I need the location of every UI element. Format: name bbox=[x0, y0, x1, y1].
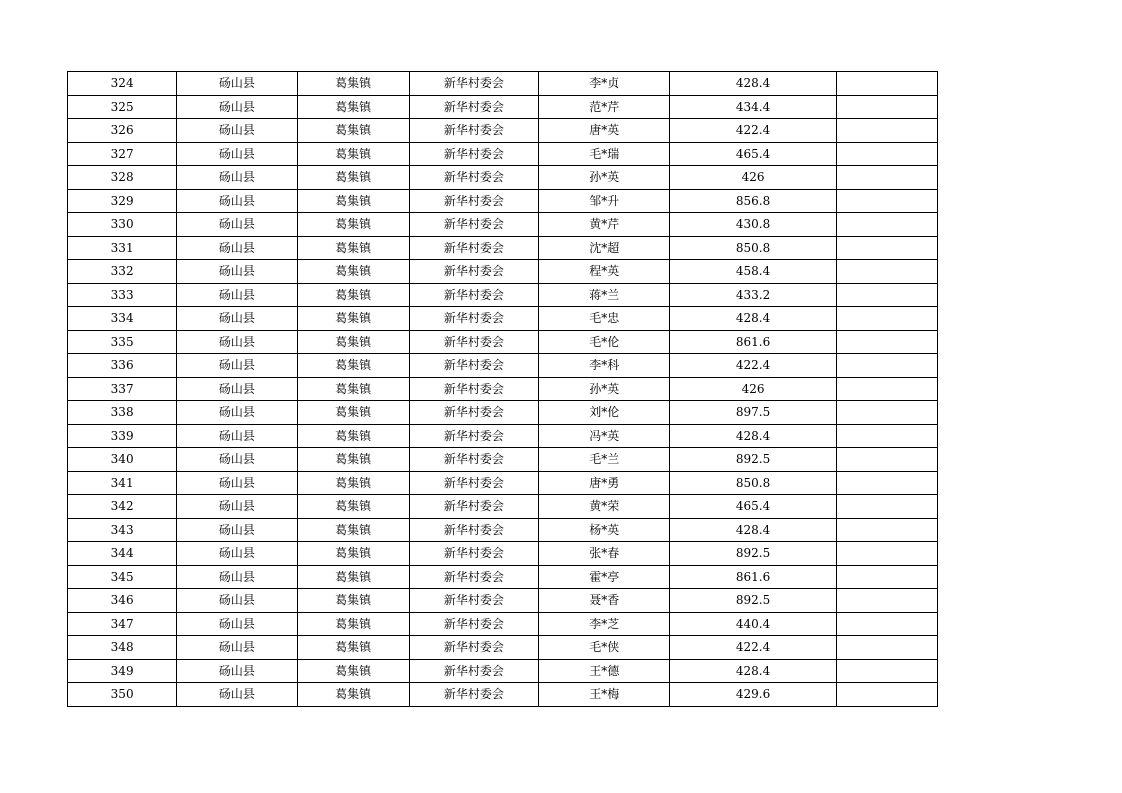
cell-amount: 428.4 bbox=[670, 659, 836, 683]
cell-person-name: 黄*芹 bbox=[539, 213, 670, 237]
cell-town: 葛集镇 bbox=[297, 495, 409, 519]
cell-village-committee: 新华村委会 bbox=[409, 377, 538, 401]
table-row bbox=[68, 542, 938, 566]
cell-town: 葛集镇 bbox=[297, 213, 409, 237]
cell-person-name: 聂*香 bbox=[539, 589, 670, 613]
cell-amount: 422.4 bbox=[670, 636, 836, 660]
cell-village-committee: 新华村委会 bbox=[409, 401, 538, 425]
cell-serial-number: 331 bbox=[68, 236, 177, 260]
table-row bbox=[68, 448, 938, 472]
table-row bbox=[68, 119, 938, 143]
cell-county: 砀山县 bbox=[177, 330, 297, 354]
cell-amount: 856.8 bbox=[670, 189, 836, 213]
cell-county: 砀山县 bbox=[177, 213, 297, 237]
cell-amount: 422.4 bbox=[670, 354, 836, 378]
cell-county: 砀山县 bbox=[177, 377, 297, 401]
cell-town: 葛集镇 bbox=[297, 283, 409, 307]
cell-person-name: 黄*荣 bbox=[539, 495, 670, 519]
cell-town: 葛集镇 bbox=[297, 354, 409, 378]
cell-village-committee: 新华村委会 bbox=[409, 589, 538, 613]
table-row bbox=[68, 471, 938, 495]
cell-county: 砀山县 bbox=[177, 119, 297, 143]
cell-amount: 426 bbox=[670, 166, 836, 190]
table-row bbox=[68, 636, 938, 660]
cell-amount: 433.2 bbox=[670, 283, 836, 307]
cell-person-name: 毛*兰 bbox=[539, 448, 670, 472]
cell-person-name: 毛*侠 bbox=[539, 636, 670, 660]
cell-town: 葛集镇 bbox=[297, 636, 409, 660]
cell-village-committee: 新华村委会 bbox=[409, 307, 538, 331]
cell-person-name: 王*德 bbox=[539, 659, 670, 683]
cell-person-name: 冯*英 bbox=[539, 424, 670, 448]
table-row bbox=[68, 166, 938, 190]
cell-serial-number: 338 bbox=[68, 401, 177, 425]
cell-person-name: 张*春 bbox=[539, 542, 670, 566]
cell-note bbox=[836, 448, 937, 472]
cell-village-committee: 新华村委会 bbox=[409, 213, 538, 237]
cell-village-committee: 新华村委会 bbox=[409, 612, 538, 636]
cell-village-committee: 新华村委会 bbox=[409, 95, 538, 119]
cell-town: 葛集镇 bbox=[297, 471, 409, 495]
cell-serial-number: 350 bbox=[68, 683, 177, 707]
cell-serial-number: 340 bbox=[68, 448, 177, 472]
table-row bbox=[68, 683, 938, 707]
cell-village-committee: 新华村委会 bbox=[409, 260, 538, 284]
cell-person-name: 孙*英 bbox=[539, 166, 670, 190]
cell-village-committee: 新华村委会 bbox=[409, 236, 538, 260]
cell-serial-number: 342 bbox=[68, 495, 177, 519]
cell-serial-number: 334 bbox=[68, 307, 177, 331]
table-row bbox=[68, 565, 938, 589]
cell-county: 砀山县 bbox=[177, 542, 297, 566]
cell-note bbox=[836, 166, 937, 190]
cell-amount: 428.4 bbox=[670, 72, 836, 96]
cell-amount: 465.4 bbox=[670, 142, 836, 166]
cell-amount: 897.5 bbox=[670, 401, 836, 425]
cell-town: 葛集镇 bbox=[297, 448, 409, 472]
cell-town: 葛集镇 bbox=[297, 330, 409, 354]
cell-town: 葛集镇 bbox=[297, 542, 409, 566]
cell-note bbox=[836, 260, 937, 284]
cell-note bbox=[836, 142, 937, 166]
cell-county: 砀山县 bbox=[177, 589, 297, 613]
cell-person-name: 程*英 bbox=[539, 260, 670, 284]
cell-serial-number: 327 bbox=[68, 142, 177, 166]
table-row bbox=[68, 659, 938, 683]
cell-note bbox=[836, 307, 937, 331]
cell-serial-number: 341 bbox=[68, 471, 177, 495]
table-row bbox=[68, 424, 938, 448]
cell-village-committee: 新华村委会 bbox=[409, 424, 538, 448]
table-row bbox=[68, 354, 938, 378]
cell-person-name: 李*科 bbox=[539, 354, 670, 378]
cell-amount: 850.8 bbox=[670, 471, 836, 495]
cell-note bbox=[836, 636, 937, 660]
cell-amount: 465.4 bbox=[670, 495, 836, 519]
cell-village-committee: 新华村委会 bbox=[409, 448, 538, 472]
cell-town: 葛集镇 bbox=[297, 518, 409, 542]
cell-county: 砀山县 bbox=[177, 424, 297, 448]
cell-amount: 892.5 bbox=[670, 542, 836, 566]
cell-serial-number: 344 bbox=[68, 542, 177, 566]
cell-serial-number: 349 bbox=[68, 659, 177, 683]
cell-town: 葛集镇 bbox=[297, 119, 409, 143]
cell-town: 葛集镇 bbox=[297, 612, 409, 636]
cell-person-name: 蒋*兰 bbox=[539, 283, 670, 307]
table-row bbox=[68, 612, 938, 636]
cell-county: 砀山县 bbox=[177, 95, 297, 119]
table-row bbox=[68, 189, 938, 213]
cell-town: 葛集镇 bbox=[297, 72, 409, 96]
cell-amount: 434.4 bbox=[670, 95, 836, 119]
cell-village-committee: 新华村委会 bbox=[409, 471, 538, 495]
cell-town: 葛集镇 bbox=[297, 659, 409, 683]
cell-village-committee: 新华村委会 bbox=[409, 518, 538, 542]
cell-village-committee: 新华村委会 bbox=[409, 659, 538, 683]
cell-note bbox=[836, 354, 937, 378]
cell-serial-number: 324 bbox=[68, 72, 177, 96]
cell-amount: 428.4 bbox=[670, 424, 836, 448]
cell-county: 砀山县 bbox=[177, 495, 297, 519]
cell-amount: 892.5 bbox=[670, 448, 836, 472]
cell-village-committee: 新华村委会 bbox=[409, 542, 538, 566]
cell-amount: 892.5 bbox=[670, 589, 836, 613]
cell-serial-number: 347 bbox=[68, 612, 177, 636]
cell-village-committee: 新华村委会 bbox=[409, 119, 538, 143]
cell-note bbox=[836, 401, 937, 425]
table-body bbox=[68, 72, 938, 707]
cell-amount: 458.4 bbox=[670, 260, 836, 284]
cell-town: 葛集镇 bbox=[297, 307, 409, 331]
cell-note bbox=[836, 683, 937, 707]
cell-note bbox=[836, 119, 937, 143]
cell-person-name: 霍*亭 bbox=[539, 565, 670, 589]
cell-serial-number: 346 bbox=[68, 589, 177, 613]
cell-village-committee: 新华村委会 bbox=[409, 636, 538, 660]
table-row bbox=[68, 283, 938, 307]
table-row bbox=[68, 72, 938, 96]
cell-serial-number: 337 bbox=[68, 377, 177, 401]
cell-county: 砀山县 bbox=[177, 518, 297, 542]
cell-serial-number: 330 bbox=[68, 213, 177, 237]
cell-town: 葛集镇 bbox=[297, 377, 409, 401]
cell-amount: 422.4 bbox=[670, 119, 836, 143]
cell-person-name: 毛*伦 bbox=[539, 330, 670, 354]
cell-village-committee: 新华村委会 bbox=[409, 142, 538, 166]
table-row bbox=[68, 307, 938, 331]
cell-note bbox=[836, 377, 937, 401]
cell-amount: 850.8 bbox=[670, 236, 836, 260]
cell-person-name: 刘*伦 bbox=[539, 401, 670, 425]
cell-note bbox=[836, 189, 937, 213]
cell-village-committee: 新华村委会 bbox=[409, 495, 538, 519]
cell-person-name: 沈*超 bbox=[539, 236, 670, 260]
cell-town: 葛集镇 bbox=[297, 565, 409, 589]
cell-serial-number: 336 bbox=[68, 354, 177, 378]
table-row bbox=[68, 401, 938, 425]
cell-town: 葛集镇 bbox=[297, 189, 409, 213]
cell-person-name: 杨*英 bbox=[539, 518, 670, 542]
cell-note bbox=[836, 95, 937, 119]
cell-note bbox=[836, 589, 937, 613]
cell-town: 葛集镇 bbox=[297, 401, 409, 425]
cell-amount: 428.4 bbox=[670, 307, 836, 331]
cell-village-committee: 新华村委会 bbox=[409, 189, 538, 213]
cell-serial-number: 345 bbox=[68, 565, 177, 589]
cell-village-committee: 新华村委会 bbox=[409, 330, 538, 354]
cell-county: 砀山县 bbox=[177, 283, 297, 307]
cell-county: 砀山县 bbox=[177, 565, 297, 589]
cell-county: 砀山县 bbox=[177, 236, 297, 260]
cell-county: 砀山县 bbox=[177, 142, 297, 166]
cell-village-committee: 新华村委会 bbox=[409, 283, 538, 307]
cell-serial-number: 339 bbox=[68, 424, 177, 448]
cell-person-name: 唐*英 bbox=[539, 119, 670, 143]
cell-serial-number: 332 bbox=[68, 260, 177, 284]
cell-county: 砀山县 bbox=[177, 683, 297, 707]
cell-village-committee: 新华村委会 bbox=[409, 166, 538, 190]
cell-county: 砀山县 bbox=[177, 612, 297, 636]
cell-county: 砀山县 bbox=[177, 307, 297, 331]
cell-person-name: 唐*勇 bbox=[539, 471, 670, 495]
cell-town: 葛集镇 bbox=[297, 236, 409, 260]
cell-person-name: 李*芝 bbox=[539, 612, 670, 636]
cell-amount: 430.8 bbox=[670, 213, 836, 237]
cell-amount: 440.4 bbox=[670, 612, 836, 636]
table-row bbox=[68, 495, 938, 519]
table-row bbox=[68, 330, 938, 354]
cell-person-name: 范*芹 bbox=[539, 95, 670, 119]
cell-amount: 426 bbox=[670, 377, 836, 401]
cell-person-name: 毛*忠 bbox=[539, 307, 670, 331]
cell-serial-number: 343 bbox=[68, 518, 177, 542]
cell-county: 砀山县 bbox=[177, 448, 297, 472]
cell-town: 葛集镇 bbox=[297, 166, 409, 190]
cell-serial-number: 335 bbox=[68, 330, 177, 354]
cell-note bbox=[836, 565, 937, 589]
cell-note bbox=[836, 213, 937, 237]
cell-county: 砀山县 bbox=[177, 471, 297, 495]
cell-village-committee: 新华村委会 bbox=[409, 683, 538, 707]
cell-serial-number: 326 bbox=[68, 119, 177, 143]
cell-note bbox=[836, 330, 937, 354]
cell-person-name: 李*贞 bbox=[539, 72, 670, 96]
cell-note bbox=[836, 612, 937, 636]
cell-village-committee: 新华村委会 bbox=[409, 354, 538, 378]
table-row bbox=[68, 377, 938, 401]
cell-county: 砀山县 bbox=[177, 166, 297, 190]
cell-note bbox=[836, 659, 937, 683]
cell-county: 砀山县 bbox=[177, 659, 297, 683]
table-row bbox=[68, 260, 938, 284]
cell-town: 葛集镇 bbox=[297, 683, 409, 707]
cell-serial-number: 329 bbox=[68, 189, 177, 213]
cell-county: 砀山县 bbox=[177, 636, 297, 660]
cell-county: 砀山县 bbox=[177, 354, 297, 378]
cell-county: 砀山县 bbox=[177, 72, 297, 96]
table-row bbox=[68, 589, 938, 613]
subsidy-table bbox=[67, 71, 938, 707]
cell-note bbox=[836, 424, 937, 448]
cell-note bbox=[836, 518, 937, 542]
table-row bbox=[68, 518, 938, 542]
cell-town: 葛集镇 bbox=[297, 95, 409, 119]
cell-person-name: 王*梅 bbox=[539, 683, 670, 707]
cell-note bbox=[836, 471, 937, 495]
cell-person-name: 孙*英 bbox=[539, 377, 670, 401]
cell-note bbox=[836, 495, 937, 519]
cell-amount: 861.6 bbox=[670, 330, 836, 354]
cell-village-committee: 新华村委会 bbox=[409, 72, 538, 96]
cell-note bbox=[836, 236, 937, 260]
cell-amount: 428.4 bbox=[670, 518, 836, 542]
cell-county: 砀山县 bbox=[177, 401, 297, 425]
cell-town: 葛集镇 bbox=[297, 142, 409, 166]
table-row bbox=[68, 213, 938, 237]
cell-amount: 861.6 bbox=[670, 565, 836, 589]
table-row bbox=[68, 142, 938, 166]
cell-serial-number: 333 bbox=[68, 283, 177, 307]
cell-note bbox=[836, 542, 937, 566]
cell-serial-number: 325 bbox=[68, 95, 177, 119]
cell-amount: 429.6 bbox=[670, 683, 836, 707]
cell-person-name: 毛*瑞 bbox=[539, 142, 670, 166]
cell-town: 葛集镇 bbox=[297, 589, 409, 613]
cell-note bbox=[836, 283, 937, 307]
cell-person-name: 邹*升 bbox=[539, 189, 670, 213]
table-row bbox=[68, 236, 938, 260]
cell-county: 砀山县 bbox=[177, 260, 297, 284]
cell-village-committee: 新华村委会 bbox=[409, 565, 538, 589]
cell-town: 葛集镇 bbox=[297, 260, 409, 284]
cell-serial-number: 348 bbox=[68, 636, 177, 660]
cell-county: 砀山县 bbox=[177, 189, 297, 213]
table-row bbox=[68, 95, 938, 119]
cell-town: 葛集镇 bbox=[297, 424, 409, 448]
cell-serial-number: 328 bbox=[68, 166, 177, 190]
cell-note bbox=[836, 72, 937, 96]
